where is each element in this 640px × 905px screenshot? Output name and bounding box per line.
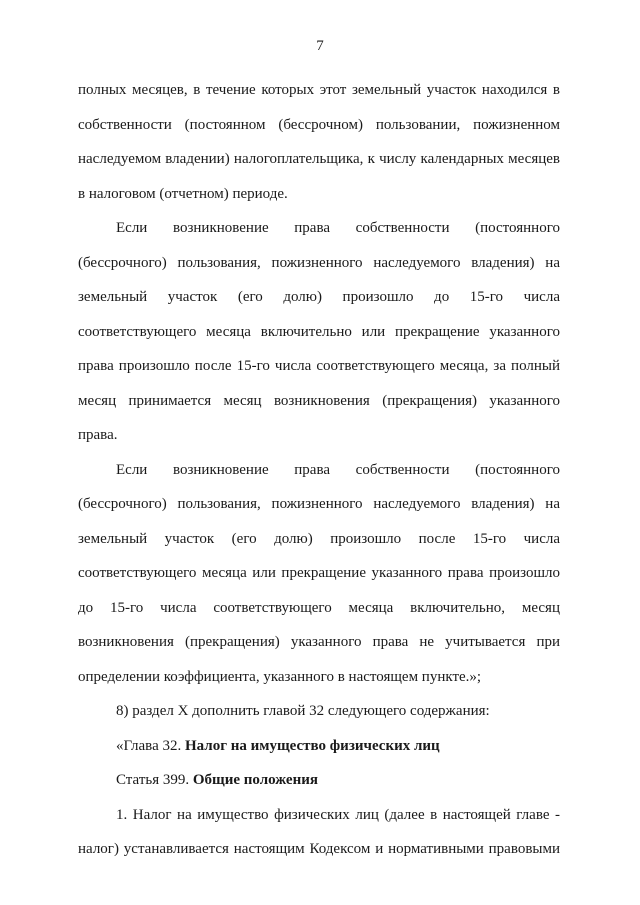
- document-body: [78, 73, 560, 867]
- paragraph-continuation: полных месяцев, в течение которых этот земельный участок находился в собственности (постоянном (бессрочном) пользовании, пожизненном наследуемом владении) налогоплательщика, к числу календарных месяцев в налоговом (отчетном) периоде.: [78, 82, 560, 202]
- chapter-prefix: «Глава 32.: [116, 737, 185, 754]
- chapter-title: Налог на имущество физических лиц: [184, 737, 440, 754]
- article-prefix: Статья 399.: [116, 772, 193, 788]
- paragraph-rights-after-15th: Если возникновение права собственности (постоянного (бессрочного) пользования, пожизненного наследуемого владения) на земельный участок (его долю) произошло после 15-го числа соответствующего месяца или прекращение указанного права произошло до 15-го числа соответствующего месяца включительно, месяц возникновения (прекращения) указанного права не учитывается при определении коэффициента, указанного в настоящем пункте.»;: [78, 461, 560, 685]
- chapter-heading: [78, 729, 560, 764]
- page-number: 7: [316, 38, 324, 54]
- paragraph-tax-general: 1. Налог на имущество физических лиц (далее в настоящей главе - налог) устанавливается настоящим Кодексом и нормативными правовыми: [78, 806, 560, 857]
- article-title: Общие положения: [192, 772, 318, 788]
- article-heading: [78, 763, 560, 798]
- paragraph-section-x: 8) раздел X дополнить главой 32 следующего содержания:: [116, 703, 490, 719]
- paragraph-rights-before-15th: Если возникновение права собственности (постоянного (бессрочного) пользования, пожизненного наследуемого владения) на земельный участок (его долю) произошло до 15-го числа соответствующего месяца включительно или прекращение указанного права произошло после 15-го числа соответствующего месяца, за полный месяц принимается месяц возникновения (прекращения) указанного права.: [78, 220, 560, 443]
